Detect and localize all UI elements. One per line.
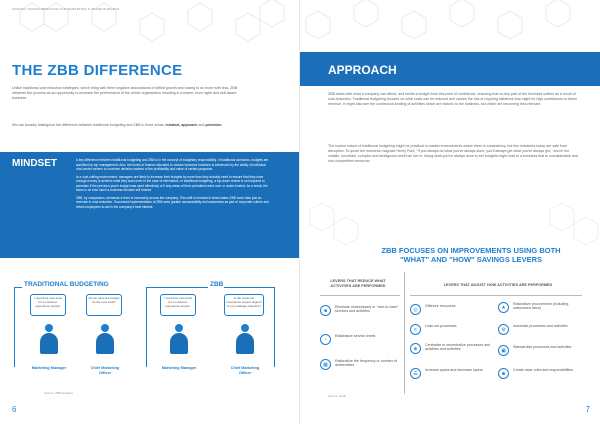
stop-icon: ■ xyxy=(320,305,331,316)
divider xyxy=(14,287,22,288)
approach-paragraph-2: The routine nature of traditional budgeting might be practical in market environments where there is consistency, but few industries today are safe from disruption. To quote the business magnate Henry Ford, "If you always do what you've always done, you'll always get what you've always got," and in the volatile, uncertain, complex and ambiguous world we live in, doing what you've always done to set budgets might lead to a business that is unsustainable and non-competitive tomorrow. xyxy=(328,144,579,163)
right-page xyxy=(300,0,600,424)
person-icon xyxy=(38,324,60,354)
lever-label: Eliminate unnecessary or "nice-to-have" services and activities xyxy=(335,305,399,314)
lever-item xyxy=(498,302,584,313)
divider xyxy=(146,287,208,288)
person-icon xyxy=(168,324,190,354)
divider xyxy=(14,287,15,367)
page-title: THE ZBB DIFFERENCE xyxy=(12,62,183,79)
lever-label: Rationalize service levels xyxy=(335,334,376,338)
gauge-icon: ◔ xyxy=(320,334,331,345)
lever-item xyxy=(320,305,402,316)
lever-item xyxy=(410,368,494,379)
network-icon: ◈ xyxy=(410,343,421,354)
lever-item xyxy=(410,324,494,335)
role-label: Marketing Manager xyxy=(161,366,197,370)
lever-item xyxy=(410,304,494,315)
lever-label: Lean-out processes xyxy=(425,324,457,328)
procurement-icon: ★ xyxy=(498,302,509,313)
levers-title: ZBB FOCUSES ON IMPROVEMENTS USING BOTH "WHAT" AND "HOW" SAVINGS LEVERS xyxy=(381,246,561,264)
intro-paragraph-1: Unlike traditional cost reduction strategies, which bring with them negative associations of stifled growth and having to do more with less, ZBB reframes the process as an opportunity to increase the performance of the whole organization resulting in a leaner, more agile and self-aware business. xyxy=(12,86,238,100)
role-label: Marketing Manager xyxy=(31,366,67,370)
intro-and: and xyxy=(197,123,206,127)
lever-label: Standardize processes and activities xyxy=(513,345,572,349)
lever-item xyxy=(498,368,584,379)
column-separator xyxy=(404,272,405,394)
divider xyxy=(146,287,147,367)
person-icon xyxy=(234,324,256,354)
person-icon xyxy=(94,324,116,354)
speech-bubble: Do we have the budget for the new tools? xyxy=(86,294,122,316)
mindset-title: MINDSET xyxy=(12,158,57,169)
calendar-icon: ▦ xyxy=(320,359,331,370)
source-note: Source: ZBB Analysis xyxy=(44,391,73,395)
running-header: SAVINGS TRANSFORMATION FOR MARKETING & TRADE BUDGETS xyxy=(12,7,120,11)
intro-end: . xyxy=(221,123,223,127)
speech-bubble: I need four new tools for a customer experience project. xyxy=(30,294,66,316)
lean-icon: ≡ xyxy=(410,324,421,335)
lever-item xyxy=(498,324,584,335)
approach-paragraph-1: ZBB starts with what a company can afford, and builds a budget from this point of confidence, ensuring that no key part of the business suffers as a result of cost-reduction. Traditional budgeting focuses on what costs can be reduced and carries the risk of crippling initiatives that might be high contributors to future revenue. It might also see the continuous funding of activities which are historic to the business, but which are becoming less relevant. xyxy=(328,92,578,106)
layers-icon: ☰ xyxy=(410,368,421,379)
mindset-text xyxy=(76,158,272,212)
lever-label: Increase spans and decrease layers xyxy=(425,368,483,372)
column-header-how: LEVERS THAT ADJUST HOW ACTIVITIES ARE PERFORMED xyxy=(443,283,553,287)
zbb-title: ZBB xyxy=(210,281,224,288)
lever-item xyxy=(498,345,584,356)
lever-label: Rationalize the frequency or number of deliverables xyxy=(335,359,397,368)
lever-item xyxy=(410,343,494,354)
divider xyxy=(274,287,275,367)
mindset-band xyxy=(0,152,300,258)
traditional-budgeting-title: TRADITIONAL BUDGETING xyxy=(24,281,109,288)
page-number: 7 xyxy=(585,405,590,414)
mindset-paragraph: A key difference between traditional budgeting and ZBB is in the concept of budgetary responsibility. In traditional scenarios, budgets are specified by top management. Also, the levels of finance allocated to various business functions is influenced by the ability of individual cost-center owners to convince decision-makers of the profitability and value of certain programs. xyxy=(76,158,269,171)
mindset-paragraph: In a cost-cutting environment, managers are likely to increase their budgets by more than they actually need to ensure that they have enough money to achieve what they want even in the case of elimination. In traditional budgeting, a top-down review is not required to ascertain if the previous year's budget was used effectively or if any areas of their operations were over or under-funded. As a result, the focus is on how much a business function will receive. xyxy=(76,174,268,192)
lever-label: Rationalize procurement (including outsourced labor) xyxy=(513,302,569,311)
intro-paragraph-2 xyxy=(12,123,248,128)
approach-title: APPROACH xyxy=(328,63,397,77)
role-label: Chief Marketing Officer xyxy=(90,366,120,375)
standardize-icon: ▣ xyxy=(498,345,509,356)
speech-bubble: Is the customer experience project aligned to our strategic objective? xyxy=(224,294,264,316)
lever-label: Offshore resources xyxy=(425,304,456,308)
automate-icon: ⚙ xyxy=(498,324,509,335)
divider xyxy=(224,287,274,288)
lever-item xyxy=(320,334,402,345)
intro-bold: mindset, approach xyxy=(165,123,198,127)
column-header-what: LEVERS THAT REDUCE WHAT ACTIVITIES ARE PERFORMED xyxy=(330,279,386,288)
hex-pattern xyxy=(300,0,600,55)
lever-item xyxy=(320,359,402,370)
rule xyxy=(410,295,582,296)
lever-label: Automate processes and activities xyxy=(513,324,568,328)
intro-bold-2: precision xyxy=(205,123,222,127)
roles-icon: ☻ xyxy=(498,368,509,379)
source-note: Source: Kearl xyxy=(328,394,347,398)
lever-label: Create clear roles and responsibilities xyxy=(513,368,573,372)
speech-bubble: I need four new tools for a customer experience project. xyxy=(160,294,196,316)
role-label: Chief Marketing Officer xyxy=(230,366,260,375)
mindset-paragraph: ZBB, by comparison, demands a level of ownership across the company. This shift in mindset is what makes ZBB more than just an exercise in cost-reduction. Successful implementation of ZBB sees greater accountability and awareness as part of corporate culture and drives employees to act in the company's best interest. xyxy=(76,195,269,209)
globe-icon: ◎ xyxy=(410,304,421,315)
lever-label: Centralize or decentralize processes and activities and activities xyxy=(425,343,491,352)
intro-text: We can broadly distinguish the difference between traditional budgeting and ZBB in three areas: xyxy=(12,123,166,127)
page-number: 6 xyxy=(12,405,17,414)
rule xyxy=(320,295,400,296)
